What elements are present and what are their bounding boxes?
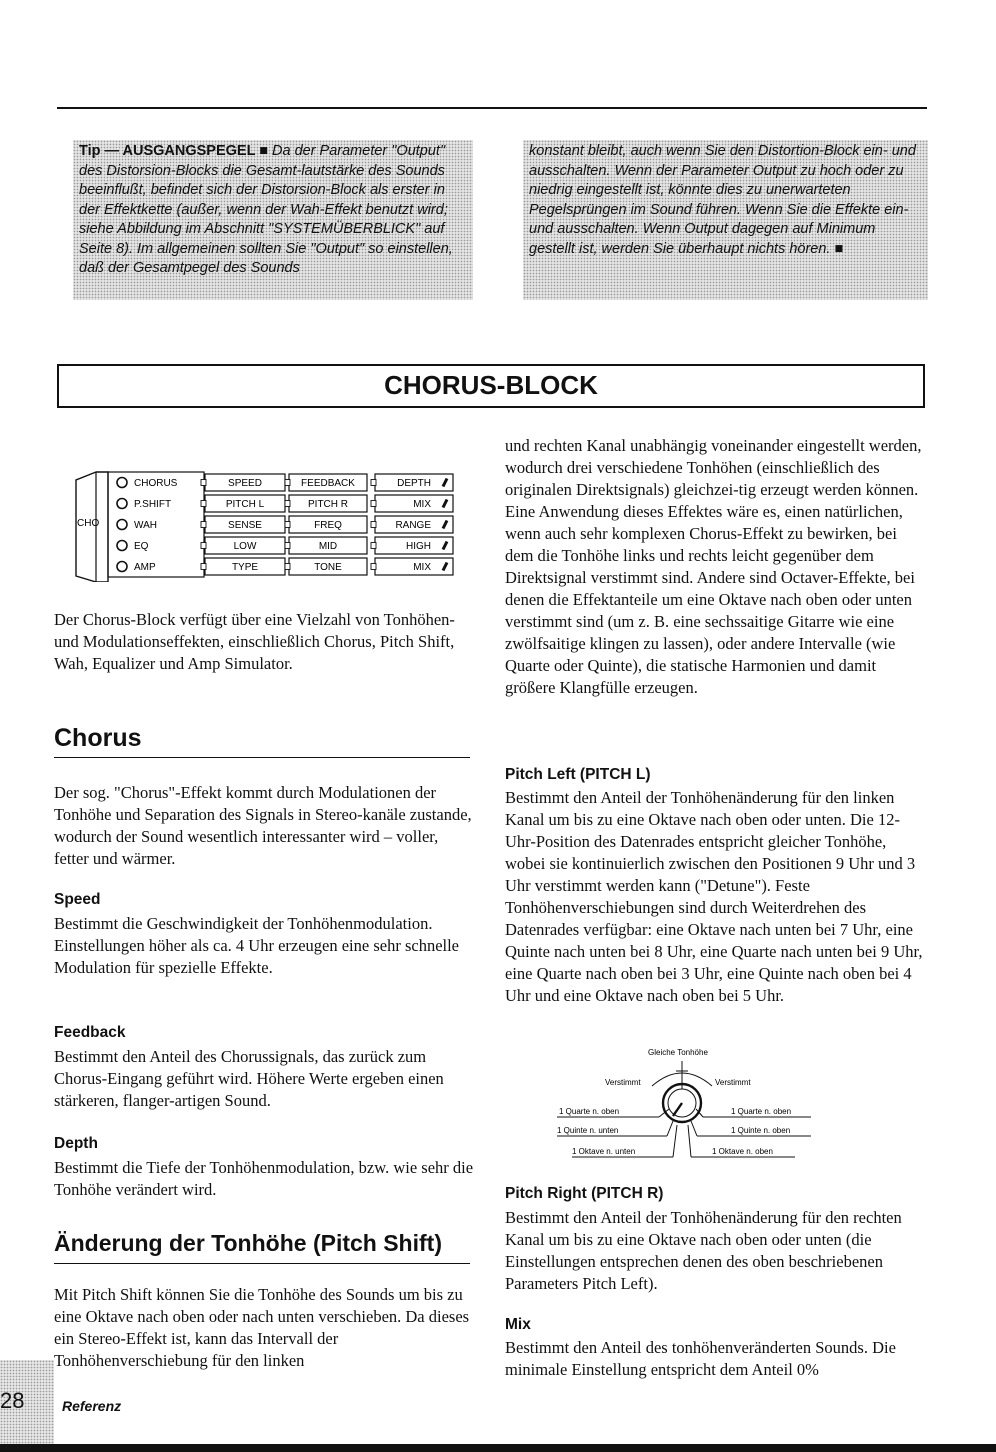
dial-right-2: 1 Quinte n. oben — [731, 1126, 791, 1135]
dial-verstimmt-right: Verstimmt — [715, 1078, 751, 1087]
connector-icon — [201, 543, 206, 549]
pitch-left-text: Bestimmt den Anteil der Tonhöhenänderung für den linken Kanal um bis zu eine Oktave nach oben oder unten. Die 12-Uhr-Position des Datenrades entspricht gleicher Tonhöhe, wobei sie kontinuierlich zwischen den Positionen 9 Uhr und 3 Uhr verstimmt werden kann ("Detune"). Feste Tonhöhenverschiebungen sind durch Weiterdrehen des Datenrades verfügbar: eine Oktave nach unten bei 7 Uhr, eine Quinte nach unten bei 8 Uhr, eine Quarte nach unten bei 9 Uhr, eine Quarte nach oben bei 3 Uhr, eine Quinte nach oben bei 4 Uhr und eine Oktave nach oben bei 5 Uhr. — [505, 788, 923, 1005]
pitch-left-heading: Pitch Left (PITCH L) — [505, 766, 651, 783]
depth-heading: Depth — [54, 1135, 98, 1152]
mix-text: Bestimmt den Anteil des tonhöhenveränderten Sounds. Die minimale Einstellung entspricht dem Anteil 0% — [505, 1338, 896, 1379]
chorus-block-diagram — [74, 466, 464, 582]
effect-radio-icon — [117, 520, 127, 530]
connector-icon — [285, 564, 290, 570]
knob-arrow-icon — [443, 563, 447, 571]
chorus-heading-rule — [54, 757, 470, 758]
effect-radio-icon — [117, 499, 127, 509]
feedback-text: Bestimmt den Anteil des Chorussignals, das zurück zum Chorus-Eingang geführt wird. Höhere Werte ergeben einen stärkeren, flanger-artigen Sound. — [54, 1047, 444, 1110]
dial-verstimmt-left: Verstimmt — [605, 1078, 641, 1087]
tip-box-left — [73, 140, 473, 300]
connector-icon — [371, 501, 376, 507]
pitch-text-right: und rechten Kanal unabhängig voneinander eingestellt werden, wodurch drei verschiedene Tonhöhen (einschließlich des originalen Direktsignals) gleichzei-tig erzeugt werden können. Eine Anwendung dieses Effektes wäre es, einen natürlichen, wenn auch sehr komplexen Chorus-Effekt zu bewirken, bei dem die Tonhöhe links und rechts leicht gegenüber dem Direktsignal verstimmt sind. Andere sind Octaver-Effekte, bei denen die Effektanteile um eine Oktave nach oben oder unten verstimmt sind (um z. B. eine sechssaitige Gitarre wie eine zwölfsaitige klingen zu lassen), oder andere Intervalle (wie Quarte oder Quinte), die statische Harmonien und damit größere Klangfülle erzeugen. — [505, 436, 922, 697]
tip-box-right — [523, 140, 928, 300]
param-label: PITCH R — [308, 499, 348, 510]
feedback-heading: Feedback — [54, 1024, 126, 1041]
connector-icon — [201, 564, 206, 570]
knob-arrow-icon — [443, 542, 447, 550]
connector-icon — [285, 501, 290, 507]
effect-radio-icon — [117, 541, 127, 551]
connector-icon — [371, 480, 376, 486]
footer-bar — [0, 1444, 996, 1452]
depth-text: Bestimmt die Tiefe der Tonhöhenmodulation, bzw. wie sehr die Tonhöhe verändert wird. — [54, 1158, 474, 1199]
connector-icon — [201, 480, 206, 486]
dial-right-3: 1 Oktave n. oben — [712, 1147, 773, 1156]
knob-arrow-icon — [443, 521, 447, 529]
pitch-heading-rule — [54, 1263, 470, 1264]
param-label: MIX — [413, 562, 431, 573]
mix-heading: Mix — [505, 1316, 531, 1333]
connector-icon — [201, 522, 206, 528]
dial-right-1: 1 Quarte n. oben — [731, 1107, 792, 1116]
effect-name: EQ — [134, 541, 149, 552]
speed-heading: Speed — [54, 891, 101, 908]
connector-icon — [285, 543, 290, 549]
chorus-heading: Chorus — [54, 724, 142, 752]
param-label: FEEDBACK — [301, 478, 355, 489]
connector-icon — [371, 522, 376, 528]
dial-top-label: Gleiche Tonhöhe — [648, 1048, 708, 1057]
pitch-text-left: Mit Pitch Shift können Sie die Tonhöhe des Sounds um bis zu eine Oktave nach oben oder nach unten verschieben. Da dieses ein Stereo-Effekt ist, kann das Intervall der Tonhöhenverschiebung für den linken — [54, 1285, 470, 1370]
section-title: CHORUS-BLOCK — [384, 370, 598, 400]
connector-icon — [371, 543, 376, 549]
dial-left-3: 1 Oktave n. unten — [572, 1147, 636, 1156]
param-label: RANGE — [395, 520, 431, 531]
tip-right-text: konstant bleibt, auch wenn Sie den Distortion-Block ein- und ausschalten. Wenn der Parameter Output zu hoch oder zu niedrig eingestellt ist, könnte dies zu unerwarteten Pegelsprüngen im Sound führen. Wenn Sie die Effekte ein- und ausschalten. Wenn Output dagegen auf Minimum gestellt ist, werden Sie überhaupt nichts hören. ■ — [529, 143, 916, 257]
footer-label: Referenz — [62, 1398, 122, 1414]
tip-label: Tip — AUSGANGSPEGEL ■ — [79, 143, 268, 159]
pitch-right-text: Bestimmt den Anteil der Tonhöhenänderung für den rechten Kanal um bis zu eine Oktave nach oben oder unten (die Einstellungen entsprechen denen des oben beschriebenen Parameters Pitch Left). — [505, 1208, 902, 1293]
effect-name: AMP — [134, 562, 156, 573]
param-label: TYPE — [231, 562, 259, 573]
param-label: MIX — [413, 499, 431, 510]
tip-left-text: Da der Parameter "Output" des Distorsion-Blocks die Gesamt-lautstärke des Sounds beeinflußt, befindet sich der Distorsion-Block als erster in der Effektkette (außer, wenn der Wah-Effekt benutzt wird; siehe Abbildung im Abschnitt "SYSTEMÜBERBLICK" auf Seite 8). Im allgemeinen sollten Sie "Output" so einstellen, daß der Gesamtpegel des Sounds — [79, 143, 453, 276]
intro-text: Der Chorus-Block verfügt über eine Vielzahl von Tonhöhen- und Modulationseffekten, einschließlich Chorus, Pitch Shift, Wah, Equalizer und Amp Simulator. — [54, 610, 455, 673]
effect-name: WAH — [134, 520, 157, 531]
connector-icon — [371, 564, 376, 570]
connector-icon — [201, 501, 206, 507]
knob-arrow-icon — [443, 479, 447, 487]
param-label: PITCH L — [225, 499, 265, 510]
knob-arrow-icon — [443, 500, 447, 508]
pitch-heading-wrap — [54, 1228, 474, 1258]
speed-text: Bestimmt die Geschwindigkeit der Tonhöhenmodulation. Einstellungen höher als ca. 4 Uhr erzeugen eine sehr schnelle Modulation für spezielle Effekte. — [54, 914, 460, 977]
param-label: MID — [318, 541, 338, 552]
param-label: TONE — [314, 562, 342, 573]
param-label: FREQ — [314, 520, 342, 531]
dial-left-1: 1 Quarte n. oben — [559, 1107, 620, 1116]
pitch-heading: Änderung der Tonhöhe (Pitch Shift) — [54, 1230, 442, 1256]
connector-icon — [285, 522, 290, 528]
pitch-right-heading: Pitch Right (PITCH R) — [505, 1185, 664, 1202]
param-label: HIGH — [406, 541, 431, 552]
page-number: 28 — [0, 1388, 25, 1413]
dial-left-2: 1 Quinte n. unten — [557, 1126, 619, 1135]
effect-radio-icon — [117, 478, 127, 488]
block-label: CHO — [77, 518, 100, 529]
param-label: DEPTH — [397, 478, 431, 489]
connector-icon — [285, 480, 290, 486]
chorus-text: Der sog. "Chorus"-Effekt kommt durch Modulationen der Tonhöhe und Separation des Signals in Stereo-kanäle zustande, wodurch der Sound wesentlich interessanter wird – voller, fetter und wärmer. — [54, 783, 472, 868]
param-label: SENSE — [228, 520, 262, 531]
pitch-dial-diagram — [555, 1043, 815, 1163]
effect-radio-icon — [117, 562, 127, 572]
top-rule — [57, 107, 927, 109]
effect-name: P.SHIFT — [134, 499, 172, 510]
param-label: LOW — [233, 541, 257, 552]
effect-name: CHORUS — [134, 478, 178, 489]
chorus-heading-wrap — [54, 723, 474, 753]
param-label: SPEED — [228, 478, 262, 489]
